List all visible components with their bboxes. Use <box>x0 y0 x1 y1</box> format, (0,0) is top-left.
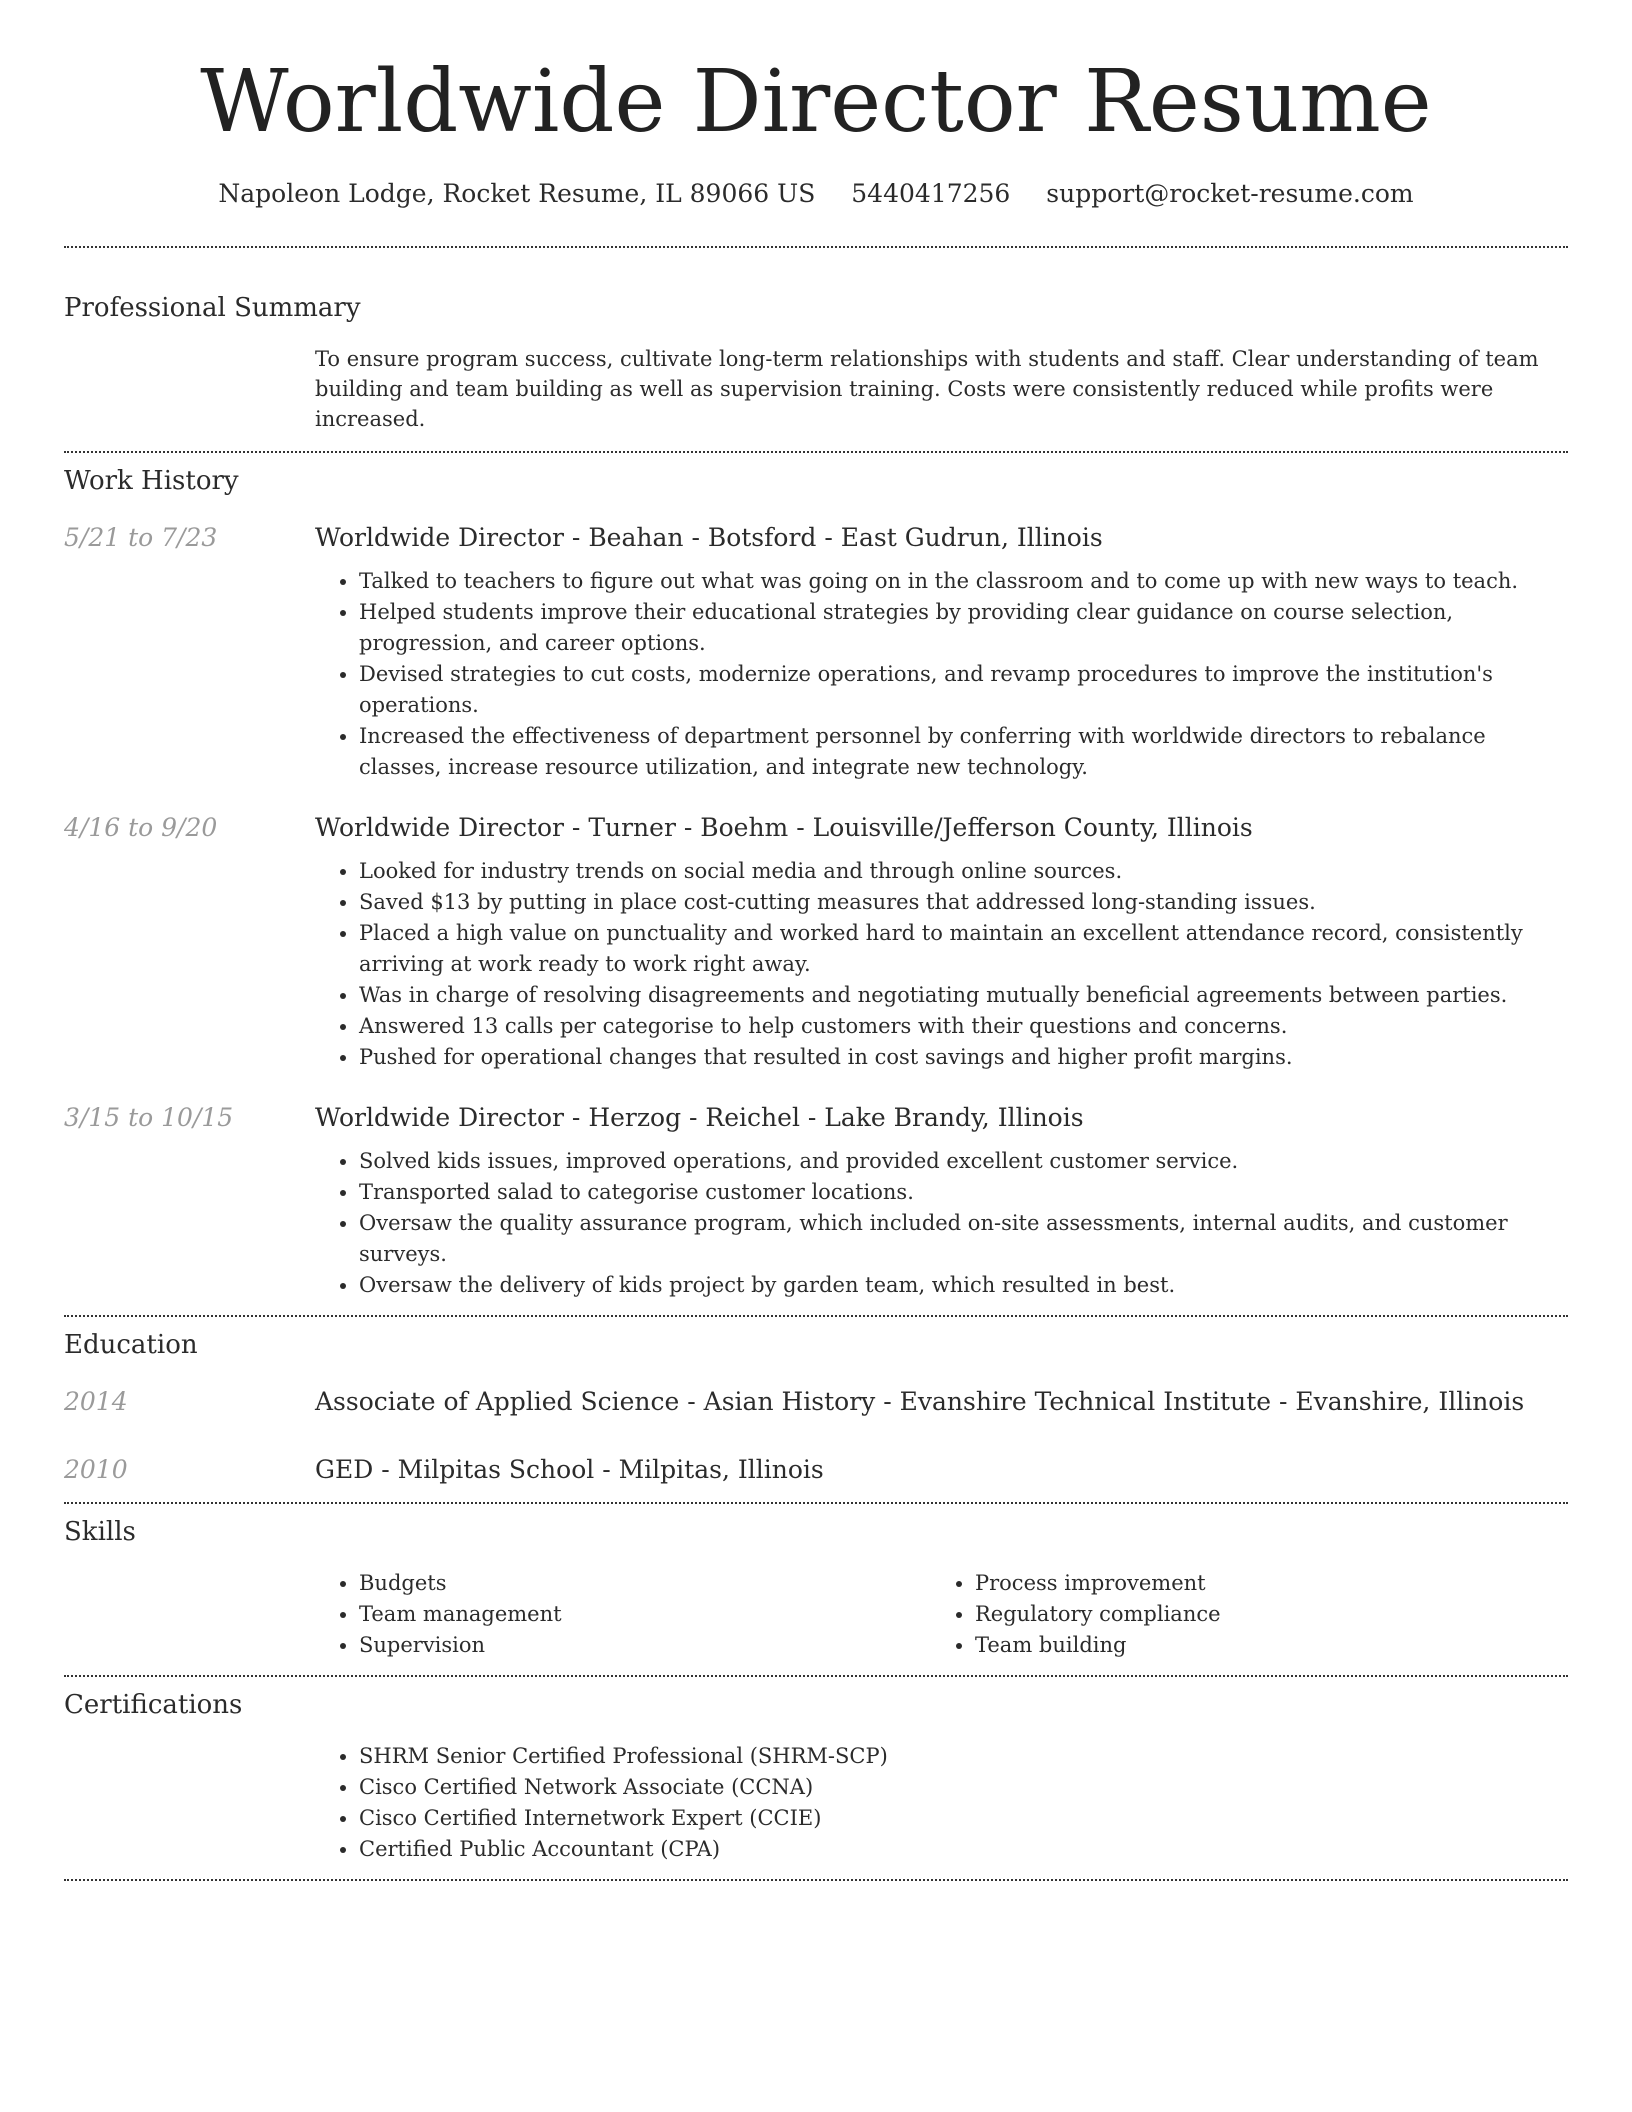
list-item: • Devised strategies to cut costs, modernize operations, and revamp procedures to improve the institution's operations. <box>359 659 1568 721</box>
education-entry <box>64 1384 1568 1420</box>
divider <box>64 1675 1568 1677</box>
list-item: • Answered 13 calls per categorise to help customers with their questions and concerns. <box>359 1011 1568 1042</box>
contact-phone: 5440417256 <box>851 179 1011 208</box>
list-item: • Helped students improve their educational strategies by providing clear guidance on course selection, progression, and career options. <box>359 597 1568 659</box>
section-title-certifications: Certifications <box>64 1690 243 1720</box>
list-item: • Pushed for operational changes that resulted in cost savings and higher profit margins. <box>359 1042 1568 1073</box>
divider <box>64 1502 1568 1504</box>
contact-line <box>64 174 1568 214</box>
divider <box>64 1879 1568 1881</box>
job-bullets <box>315 1146 1568 1301</box>
contact-address: Napoleon Lodge, Rocket Resume, IL 89066 US <box>218 179 816 208</box>
list-item: • Certified Public Accountant (CPA) <box>359 1834 1568 1865</box>
list-item: • Increased the effectiveness of department personnel by conferring with worldwide directors to rebalance classes, increase resource utilization, and integrate new technology. <box>359 721 1568 783</box>
job-dates: 5/21 to 7/23 <box>64 523 218 552</box>
list-item: • Team building <box>975 1630 1547 1661</box>
list-item: • Transported salad to categorise customer locations. <box>359 1177 1568 1208</box>
resume-title: Worldwide Director Resume <box>200 52 1432 152</box>
section-title-skills: Skills <box>64 1517 136 1547</box>
job-title: Worldwide Director - Beahan - Botsford - East Gudrun, Illinois <box>315 523 1103 552</box>
divider <box>64 451 1568 453</box>
education-degree: Associate of Applied Science - Asian History - Evanshire Technical Institute - Evanshire, Illinois <box>315 1387 1525 1416</box>
summary-section <box>64 290 1568 434</box>
job-dates: 4/16 to 9/20 <box>64 813 218 842</box>
job-bullets <box>315 856 1568 1073</box>
list-item: • Process improvement <box>975 1568 1547 1599</box>
job-title: Worldwide Director - Herzog - Reichel - Lake Brandy, Illinois <box>315 1103 1084 1132</box>
section-title-work: Work History <box>64 466 239 496</box>
list-item: • Saved $13 by putting in place cost-cutting measures that addressed long-standing issues. <box>359 887 1568 918</box>
list-item: • Cisco Certified Network Associate (CCNA) <box>359 1772 1568 1803</box>
skills-section <box>64 1514 1568 1661</box>
job-entry <box>64 810 1568 1073</box>
work-history-section <box>64 463 1568 1301</box>
education-entry <box>64 1452 1568 1488</box>
job-dates: 3/15 to 10/15 <box>64 1103 234 1132</box>
list-item: • Solved kids issues, improved operations, and provided excellent customer service. <box>359 1146 1568 1177</box>
list-item: • SHRM Senior Certified Professional (SHRM-SCP) <box>359 1741 1568 1772</box>
summary-text: To ensure program success, cultivate long-term relationships with students and staff. Clear understanding of team building and team building as well as supervision training. Costs were consistently reduced while profits were increased. <box>315 347 1539 431</box>
divider <box>64 246 1568 248</box>
list-item: • Looked for industry trends on social media and through online sources. <box>359 856 1568 887</box>
certifications-list <box>315 1741 1568 1865</box>
contact-email: support@rocket-resume.com <box>1046 179 1414 208</box>
education-section <box>64 1327 1568 1488</box>
list-item: • Oversaw the delivery of kids project by garden team, which resulted in best. <box>359 1270 1568 1301</box>
section-title-education: Education <box>64 1330 198 1360</box>
skills-list <box>931 1568 1547 1661</box>
divider <box>64 1315 1568 1317</box>
education-year: 2010 <box>64 1455 128 1484</box>
skills-list <box>315 1568 931 1661</box>
job-entry <box>64 1100 1568 1301</box>
list-item: • Regulatory compliance <box>975 1599 1547 1630</box>
list-item: • Talked to teachers to figure out what was going on in the classroom and to come up with new ways to teach. <box>359 566 1568 597</box>
list-item: • Budgets <box>359 1568 931 1599</box>
list-item: • Placed a high value on punctuality and worked hard to maintain an excellent attendance record, consistently arriving at work ready to work right away. <box>359 918 1568 980</box>
job-title: Worldwide Director - Turner - Boehm - Louisville/Jefferson County, Illinois <box>315 813 1253 842</box>
list-item: • Cisco Certified Internetwork Expert (CCIE) <box>359 1803 1568 1834</box>
job-entry <box>64 520 1568 783</box>
certifications-section <box>64 1687 1568 1865</box>
job-bullets <box>315 566 1568 783</box>
section-title-summary: Professional Summary <box>64 293 361 323</box>
list-item: • Supervision <box>359 1630 931 1661</box>
education-year: 2014 <box>64 1387 128 1416</box>
list-item: • Oversaw the quality assurance program, which included on-site assessments, internal audits, and customer surveys. <box>359 1208 1568 1270</box>
list-item: • Was in charge of resolving disagreements and negotiating mutually beneficial agreements between parties. <box>359 980 1568 1011</box>
education-degree: GED - Milpitas School - Milpitas, Illinois <box>315 1455 824 1484</box>
list-item: • Team management <box>359 1599 931 1630</box>
